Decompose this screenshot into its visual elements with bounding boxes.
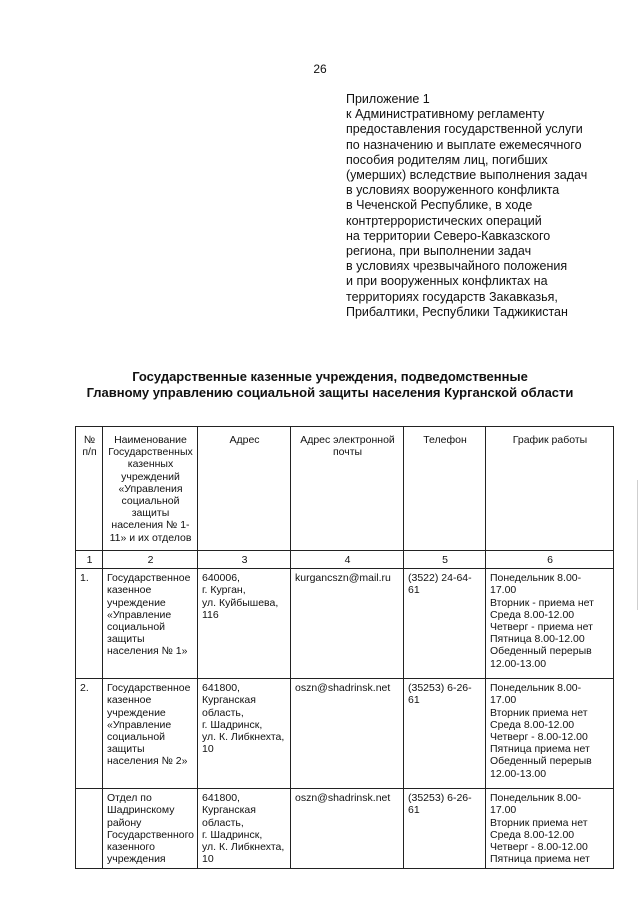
- institution-name-cell: Государственное казенное учреждение «Управление социальной защиты населения № 1»: [103, 569, 198, 679]
- phone-cell: (35253) 6-26- 61: [404, 679, 486, 789]
- appendix-line: в условиях чрезвычайного положения: [346, 259, 568, 274]
- column-number: 5: [404, 551, 486, 569]
- title-line: Главному управлению социальной защиты населения Курганской области: [86, 385, 574, 400]
- phone-cell: (3522) 24-64- 61: [404, 569, 486, 679]
- appendix-line: к Административному регламенту: [346, 107, 545, 122]
- header-cell-schedule: График работы: [486, 427, 614, 551]
- appendix-line: (умерших) вследствие выполнения задач: [346, 168, 588, 183]
- table-row: [76, 569, 614, 679]
- appendix-line: на территории Северо-Кавказского: [346, 228, 551, 243]
- appendix-block: [346, 92, 631, 320]
- phone-cell: (35253) 6-26- 61: [404, 789, 486, 869]
- appendix-line: территориях государств Закавказья,: [346, 289, 558, 304]
- row-number-cell: 1.: [76, 569, 103, 679]
- schedule-cell: Понедельник 8.00- 17.00 Вторник приема нет Среда 8.00-12.00 Четверг - 8.00-12.00 Пятница приема нет: [486, 789, 614, 869]
- column-number-row: [76, 551, 614, 569]
- header-cell-name: Наименование Государственных казенных учреждений «Управления социальной защиты населения № 1- 11» и их отделов: [103, 427, 198, 551]
- column-number: 6: [486, 551, 614, 569]
- table-row: [76, 679, 614, 789]
- column-number: 1: [76, 551, 103, 569]
- title-line: Государственные казенные учреждения, подведомственные: [132, 369, 528, 384]
- appendix-line: контртеррористических операций: [346, 213, 542, 228]
- scan-edge-mark: [637, 480, 638, 610]
- address-cell: 641800, Курганская область, г. Шадринск, ул. К. Либкнехта, 10: [198, 679, 291, 789]
- header-cell-address: Адрес: [198, 427, 291, 551]
- column-number: 4: [291, 551, 404, 569]
- institution-name-cell: Отдел по Шадринскому району Государственного казенного учреждения: [103, 789, 198, 869]
- header-cell-number: № п/п: [76, 427, 103, 551]
- email-cell: oszn@shadrinsk.net: [291, 789, 404, 869]
- row-number-cell: 2.: [76, 679, 103, 789]
- appendix-line: в Чеченской Республике, в ходе: [346, 198, 533, 213]
- schedule-cell: Понедельник 8.00- 17.00 Вторник - приема нет Среда 8.00-12.00 Четверг - приема нет Пятница 8.00-12.00 Обеденный перерыв 12.00-13.00: [486, 569, 614, 679]
- document-title: [60, 369, 600, 401]
- email-cell: oszn@shadrinsk.net: [291, 679, 404, 789]
- appendix-line: Прибалтики, Республики Таджикистан: [346, 304, 568, 319]
- table-header-row: [76, 427, 614, 551]
- column-number: 2: [103, 551, 198, 569]
- appendix-line: в условиях вооруженного конфликта: [346, 183, 560, 198]
- address-cell: 641800, Курганская область, г. Шадринск, ул. К. Либкнехта, 10: [198, 789, 291, 869]
- appendix-line: региона, при выполнении задач: [346, 244, 532, 259]
- header-cell-phone: Телефон: [404, 427, 486, 551]
- appendix-line: предоставления государственной услуги: [346, 122, 583, 137]
- schedule-cell: Понедельник 8.00- 17.00 Вторник приема нет Среда 8.00-12.00 Четверг - 8.00-12.00 Пятница приема нет Обеденный перерыв 12.00-13.00: [486, 679, 614, 789]
- institution-name-cell: Государственное казенное учреждение «Управление социальной защиты населения № 2»: [103, 679, 198, 789]
- page-number: 26: [313, 62, 327, 76]
- address-cell: 640006, г. Курган, ул. Куйбышева, 116: [198, 569, 291, 679]
- email-cell: kurgancszn@mail.ru: [291, 569, 404, 679]
- column-number: 3: [198, 551, 291, 569]
- institutions-table: [75, 426, 614, 869]
- appendix-line: пособия родителям лиц, погибших: [346, 152, 548, 167]
- header-cell-email: Адрес электронной почты: [291, 427, 404, 551]
- appendix-line: и при вооруженных конфликтах на: [346, 274, 548, 289]
- appendix-line: Приложение 1: [346, 92, 430, 106]
- table-row: [76, 789, 614, 869]
- appendix-line: по назначению и выплате ежемесячного: [346, 137, 582, 152]
- row-number-cell: [76, 789, 103, 869]
